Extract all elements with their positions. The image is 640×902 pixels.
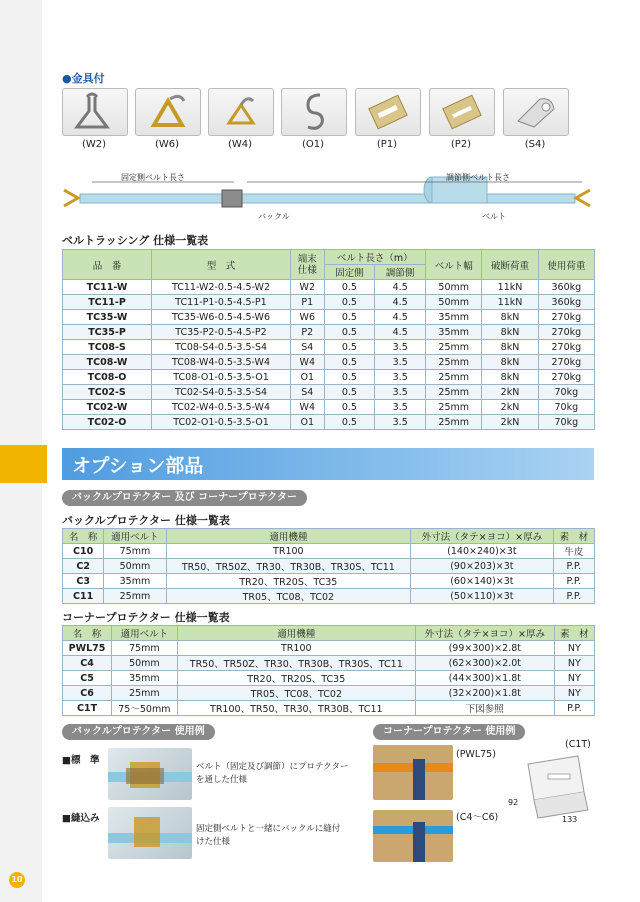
table-row	[63, 641, 595, 656]
cell-terminal: S4	[291, 385, 325, 400]
hook-w2-icon	[62, 88, 128, 136]
table-row	[63, 559, 595, 574]
c1t-label: (C1T)	[565, 739, 591, 750]
cell-use: 360kg	[538, 295, 594, 310]
s-hook-o1-icon	[281, 88, 347, 136]
cell-width: 35mm	[426, 310, 482, 325]
hardware-item: (P2)	[429, 88, 493, 150]
cell-name: C2	[63, 559, 104, 574]
cell-product: TC11-W	[63, 280, 152, 295]
col-use: 使用荷重	[538, 250, 594, 280]
cell-model: TC02-W4-0.5-3.5-W4	[152, 400, 291, 415]
cell-width: 50mm	[426, 295, 482, 310]
cell-material: NY	[554, 671, 594, 686]
cell-material: P.P.	[553, 589, 594, 604]
cell-fixed: 0.5	[324, 370, 375, 385]
cell-break: 8kN	[482, 325, 538, 340]
cell-adjust: 3.5	[375, 355, 426, 370]
hook-w6-icon	[135, 88, 201, 136]
cell-fixed: 0.5	[324, 355, 375, 370]
cell-model: TC08-O1-0.5-3.5-O1	[152, 370, 291, 385]
cell-model: TC02-S4-0.5-3.5-S4	[152, 385, 291, 400]
cell-material: NY	[554, 686, 594, 701]
hardware-item: (S4)	[503, 88, 567, 150]
table-row	[63, 574, 595, 589]
col-adjust: 調節側	[375, 265, 426, 280]
cell-material: P.P.	[553, 574, 594, 589]
c4c6-label: (C4～C6)	[456, 812, 499, 823]
cell-product: TC02-W	[63, 400, 152, 415]
buckle-usage-pill: バックルプロテクター 使用例	[62, 724, 215, 740]
cell-adjust: 4.5	[375, 295, 426, 310]
cell-break: 8kN	[482, 340, 538, 355]
cell-belt: 75mm	[112, 641, 178, 656]
cell-model: TC08-W4-0.5-3.5-W4	[152, 355, 291, 370]
cell-belt: 35mm	[112, 671, 178, 686]
spec-table-body	[63, 280, 595, 430]
cell-terminal: W4	[291, 400, 325, 415]
cell-adjust: 3.5	[375, 415, 426, 430]
table-row	[63, 686, 595, 701]
table-row	[63, 385, 595, 400]
cell-model: TC08-S4-0.5-3.5-S4	[152, 340, 291, 355]
cell-size: 下図参照	[415, 701, 554, 716]
standard-photo	[108, 748, 192, 800]
adjust-side-label: 調節側ベルト長さ	[446, 173, 510, 182]
cell-material: NY	[554, 656, 594, 671]
options-title: オプション部品	[72, 455, 204, 477]
col-break: 破断荷重	[482, 250, 538, 280]
cell-use: 270kg	[538, 310, 594, 325]
cell-terminal: O1	[291, 415, 325, 430]
cell-use: 270kg	[538, 355, 594, 370]
cell-product: TC08-S	[63, 340, 152, 355]
cell-width: 50mm	[426, 280, 482, 295]
cell-product: TC02-O	[63, 415, 152, 430]
page-number: 10	[9, 872, 25, 888]
cell-break: 2kN	[482, 400, 538, 415]
spec-table	[62, 249, 595, 430]
cell-models: TR100	[177, 641, 415, 656]
cell-break: 8kN	[482, 370, 538, 385]
cell-fixed: 0.5	[324, 295, 375, 310]
cell-product: TC08-O	[63, 370, 152, 385]
cell-use: 70kg	[538, 385, 594, 400]
cell-model: TC35-P2-0.5-4.5-P2	[152, 325, 291, 340]
cell-terminal: P1	[291, 295, 325, 310]
cell-terminal: W2	[291, 280, 325, 295]
cell-fixed: 0.5	[324, 400, 375, 415]
cell-break: 11kN	[482, 280, 538, 295]
cell-adjust: 3.5	[375, 400, 426, 415]
cell-terminal: S4	[291, 340, 325, 355]
belt-label: ベルト	[482, 212, 506, 221]
cell-name: C3	[63, 574, 104, 589]
column-header: 適用ベルト	[104, 529, 166, 544]
options-band	[62, 448, 594, 480]
hardware-title: ●金具付	[62, 72, 105, 85]
col-model: 型 式	[152, 250, 291, 280]
table-row	[63, 671, 595, 686]
cell-size: (62×300)×2.0t	[415, 656, 554, 671]
cell-material: NY	[554, 641, 594, 656]
cell-models: TR05、TC08、TC02	[177, 686, 415, 701]
sewn-label: ■縫込み	[62, 813, 100, 824]
cell-belt: 35mm	[104, 574, 166, 589]
cell-size: (99×300)×2.8t	[415, 641, 554, 656]
cell-break: 8kN	[482, 310, 538, 325]
table-row	[63, 701, 595, 716]
cell-name: C6	[63, 686, 112, 701]
cell-use: 270kg	[538, 340, 594, 355]
corner-photo-c4c6	[373, 810, 453, 862]
cell-models: TR100	[166, 544, 411, 559]
corner-table	[62, 625, 595, 716]
table-row	[63, 310, 595, 325]
standard-label: ■標 準	[62, 755, 100, 766]
cell-break: 2kN	[482, 385, 538, 400]
cell-fixed: 0.5	[324, 325, 375, 340]
cell-models: TR50、TR50Z、TR30、TR30B、TR30S、TC11	[166, 559, 411, 574]
cell-material: 牛皮	[553, 544, 594, 559]
cell-belt: 50mm	[112, 656, 178, 671]
cell-width: 25mm	[426, 385, 482, 400]
cell-fixed: 0.5	[324, 385, 375, 400]
table-row	[63, 340, 595, 355]
sewn-text-2: けた仕様	[196, 837, 231, 847]
protector-pill: バックルプロテクター 及び コーナープロテクター	[62, 490, 307, 506]
cell-use: 270kg	[538, 370, 594, 385]
cell-adjust: 4.5	[375, 280, 426, 295]
corner-photo-pwl	[373, 745, 453, 800]
spec-title: ベルトラッシング 仕様一覧表	[62, 234, 209, 247]
cell-use: 360kg	[538, 280, 594, 295]
table-row	[63, 325, 595, 340]
column-header: 外寸法（タテ×ヨコ）×厚み	[411, 529, 554, 544]
hook-w4-icon	[208, 88, 274, 136]
cell-model: TC11-P1-0.5-4.5-P1	[152, 295, 291, 310]
cell-product: TC35-W	[63, 310, 152, 325]
column-header: 適用機種	[177, 626, 415, 641]
table-row	[63, 656, 595, 671]
sewn-photo	[108, 807, 192, 859]
plate-p1-icon	[355, 88, 421, 136]
cell-terminal: P2	[291, 325, 325, 340]
cell-name: PWL75	[63, 641, 112, 656]
column-header: 名 称	[63, 626, 112, 641]
c1t-width: 133	[562, 815, 578, 824]
table-row	[63, 400, 595, 415]
cell-product: TC08-W	[63, 355, 152, 370]
column-header: 適用機種	[166, 529, 411, 544]
col-product: 品 番	[63, 250, 152, 280]
cell-width: 25mm	[426, 340, 482, 355]
corner-table-title: コーナープロテクター 仕様一覧表	[62, 611, 230, 624]
table-row	[63, 589, 595, 604]
cell-product: TC02-S	[63, 385, 152, 400]
cell-belt: 75～50mm	[112, 701, 178, 716]
column-header: 名 称	[63, 529, 104, 544]
col-belt-length: ベルト長さ（m）	[324, 250, 426, 265]
cell-break: 8kN	[482, 355, 538, 370]
cell-name: C10	[63, 544, 104, 559]
col-width: ベルト幅	[426, 250, 482, 280]
cell-terminal: W4	[291, 355, 325, 370]
cell-width: 35mm	[426, 325, 482, 340]
hardware-item: (W2)	[62, 88, 126, 150]
cell-model: TC35-W6-0.5-4.5-W6	[152, 310, 291, 325]
hardware-item: (O1)	[281, 88, 345, 150]
cell-models: TR20、TR20S、TC35	[166, 574, 411, 589]
cell-product: TC35-P	[63, 325, 152, 340]
column-header: 外寸法（タテ×ヨコ）×厚み	[415, 626, 554, 641]
cell-adjust: 4.5	[375, 310, 426, 325]
cell-product: TC11-P	[63, 295, 152, 310]
cell-width: 25mm	[426, 400, 482, 415]
cell-fixed: 0.5	[324, 310, 375, 325]
cell-adjust: 4.5	[375, 325, 426, 340]
cell-belt: 25mm	[112, 686, 178, 701]
table-row	[63, 295, 595, 310]
cell-width: 25mm	[426, 370, 482, 385]
cell-belt: 25mm	[104, 589, 166, 604]
cell-size: (32×200)×1.8t	[415, 686, 554, 701]
column-header: 素 材	[553, 529, 594, 544]
cell-name: C1T	[63, 701, 112, 716]
cell-name: C4	[63, 656, 112, 671]
table-row	[63, 544, 595, 559]
cell-fixed: 0.5	[324, 280, 375, 295]
cell-model: TC02-O1-0.5-3.5-O1	[152, 415, 291, 430]
side-tab	[0, 445, 47, 483]
column-header: 素 材	[554, 626, 594, 641]
fixed-side-label: 固定側ベルト長さ	[121, 173, 185, 182]
cell-name: C5	[63, 671, 112, 686]
cell-adjust: 3.5	[375, 385, 426, 400]
cell-models: TR20、TR20S、TC35	[177, 671, 415, 686]
c1t-height: 92	[508, 798, 519, 807]
table-row	[63, 355, 595, 370]
cell-terminal: O1	[291, 370, 325, 385]
cell-size: (90×203)×3t	[411, 559, 554, 574]
cell-fixed: 0.5	[324, 340, 375, 355]
cell-size: (140×240)×3t	[411, 544, 554, 559]
cell-adjust: 3.5	[375, 340, 426, 355]
cell-models: TR50、TR50Z、TR30、TR30B、TR30S、TC11	[177, 656, 415, 671]
cell-break: 11kN	[482, 295, 538, 310]
cell-belt: 50mm	[104, 559, 166, 574]
buckle-table	[62, 528, 595, 604]
cell-size: (60×140)×3t	[411, 574, 554, 589]
table-row	[63, 280, 595, 295]
cell-model: TC11-W2-0.5-4.5-W2	[152, 280, 291, 295]
standard-text-1: ベルト（固定及び調節）にプロテクター	[196, 762, 349, 772]
cell-use: 270kg	[538, 325, 594, 340]
cell-use: 70kg	[538, 415, 594, 430]
cell-size: (44×300)×1.8t	[415, 671, 554, 686]
table-row	[63, 370, 595, 385]
hardware-item: (W4)	[208, 88, 272, 150]
c1t-diagram	[518, 752, 594, 828]
cell-width: 25mm	[426, 355, 482, 370]
cell-width: 25mm	[426, 415, 482, 430]
table-row	[63, 415, 595, 430]
pwl-label: (PWL75)	[456, 749, 496, 760]
cell-fixed: 0.5	[324, 415, 375, 430]
buckle-label: バックル	[258, 212, 290, 221]
cell-break: 2kN	[482, 415, 538, 430]
column-header: 適用ベルト	[112, 626, 178, 641]
cell-terminal: W6	[291, 310, 325, 325]
buckle-table-title: バックルプロテクター 仕様一覧表	[62, 514, 230, 527]
cell-material: P.P.	[553, 559, 594, 574]
hardware-item: (W6)	[135, 88, 199, 150]
cell-models: TR100、TR50、TR30、TR30B、TC11	[177, 701, 415, 716]
plate-p2-icon	[429, 88, 495, 136]
standard-text-2: を通した仕様	[196, 775, 248, 785]
cell-name: C11	[63, 589, 104, 604]
sewn-text-1: 固定側ベルトと一緒にバックルに縫付	[196, 824, 341, 834]
cell-belt: 75mm	[104, 544, 166, 559]
hardware-item: (P1)	[355, 88, 419, 150]
cell-material: P.P.	[554, 701, 594, 716]
cell-use: 70kg	[538, 400, 594, 415]
col-terminal: 端末 仕様	[291, 250, 325, 280]
cell-adjust: 3.5	[375, 370, 426, 385]
cell-size: (50×110)×3t	[411, 589, 554, 604]
snap-hook-s4-icon	[503, 88, 569, 136]
corner-usage-pill: コーナープロテクター 使用例	[373, 724, 525, 740]
cell-models: TR05、TC08、TC02	[166, 589, 411, 604]
col-fixed: 固定側	[324, 265, 375, 280]
